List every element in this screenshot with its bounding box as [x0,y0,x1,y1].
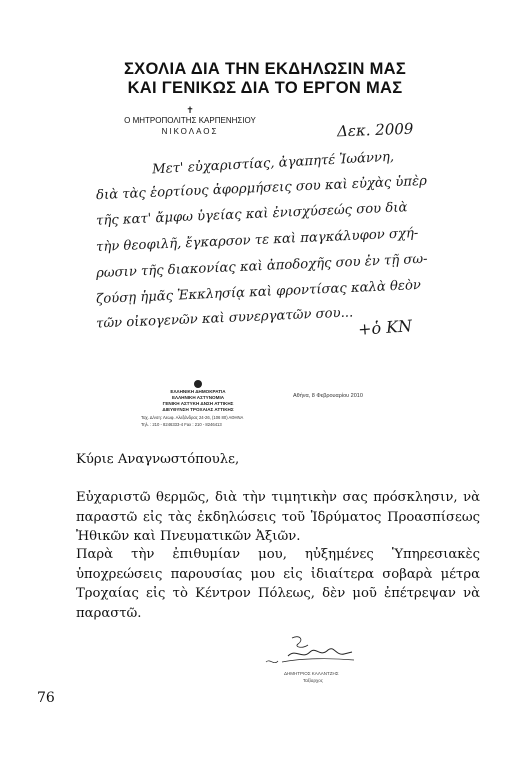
cross-icon: ✝ [186,105,194,115]
note-line: διὰ τὰς ἑορτίους ἀφορμήσεις σου καὶ εὐχὰς ὑπὲρ [95,173,428,204]
metropolitan-header [85,106,295,137]
sender-line-2: ΝΙΚΟΛΑΟΣ [161,127,219,136]
note-line: ρωσιν τῆς διακονίας καὶ ἀποδοχῆς σου ἐν τῇ σω- [95,251,428,282]
signer-name: ΔΗΜΗΤΡΙΟΣ ΚΑΛΑΝΤΖΗΣ [284,671,339,676]
sender-line-1: Ο ΜΗΤΡΟΠΟΛΙΤΗΣ ΚΑΡΠΕΝΗΣΙΟΥ [124,116,256,125]
note-signature: +ὁ ΚΝ [357,316,413,339]
letter-date: Αθήνα, 8 Φεβρουαρίου 2010 [293,393,363,399]
signer-title: Ταξίαρχος [303,678,323,683]
letter-salutation: Κύριε Αναγνωστόπουλε, [76,452,240,467]
note-line: Μετ' εὐχαριστίας, ἀγαπητέ Ἰωάννη, [151,149,395,178]
letterhead-line: ΕΛΛΗΝΙΚΗ ΑΣΤΥΝΟΜΙΑ [171,395,225,400]
note-date: Δεκ. 2009 [336,119,414,141]
title-line-1: ΣΧΟΛΙΑ ΔΙΑ ΤΗΝ ΕΚΔΗΛΩΣΙΝ ΜΑΣ [123,60,407,78]
letter-paragraph-2: Παρὰ τὴν ἐπιθυμίαν μου, ηὐξημένες Ὑπηρεσιακὲς ὑποχρεώσεις παρουσίας μου εἰς ἰδιαίτερα σοβαρὰ μέτρα Τροχαίας εἰς τὸ Κέντρον Πόλεως, δὲν μοῦ ἐπέτρεψαν νὰ παραστῶ. [76,547,480,621]
letter-paragraph-1: Εὐχαριστῶ θερμῶς, διὰ τὴν τιμητικὴν σας πρόσκλησιν, νὰ παραστῶ εἰς τὰς ἐκδηλώσεις τοῦ Ἱδρύματος Προασπίσεως Ἠθικῶν καὶ Πνευματικῶν Ἀξιῶν. [76,490,480,544]
note-line: ζούσῃ ἡμᾶς Ἐκκλησίᾳ καὶ φροντίσας καλὰ θεὸν [95,277,422,308]
letterhead-phone: Τηλ. : 210 - 8246333-4 Fax : 210 - 8246413 [141,422,222,427]
emblem-icon [194,380,202,388]
letterhead [123,380,413,435]
note-line: τῶν οἰκογενῶν καὶ συνεργατῶν σου... [95,305,354,332]
note-line: τῆς κατ' ἄμφω ὑγείας καὶ ἐνισχύσεώς σου διὰ [95,200,408,229]
letterhead-line: ΔΙΕΥΘΥΝΣΗ ΤΡΟΧΑΙΑΣ ΑΤΤΙΚΗΣ [162,407,234,412]
letterhead-line: ΓΕΝΙΚΗ ΑΣΤΥΚΗ ΔΝΣΗ ΑΤΤΙΚΗΣ [162,401,234,406]
letterhead-line: ΕΛΛΗΝΙΚΗ ΔΗΜΟΚΡΑΤΙΑ [170,389,226,394]
letterhead-address: Ταχ. Δ/νση: Λεωφ. Αλεξάνδρας 24-26, (106 80) ΑΘΗΝΑ [141,415,244,420]
title-line-2: ΚΑΙ ΓΕΝΙΚΩΣ ΔΙΑ ΤΟ ΕΡΓΟΝ ΜΑΣ [127,79,403,97]
page-number: 76 [37,690,55,706]
note-line: τὴν θεοφιλῆ, ἔγκαρσον τε καὶ παγκάλυφον σχή- [95,225,419,256]
